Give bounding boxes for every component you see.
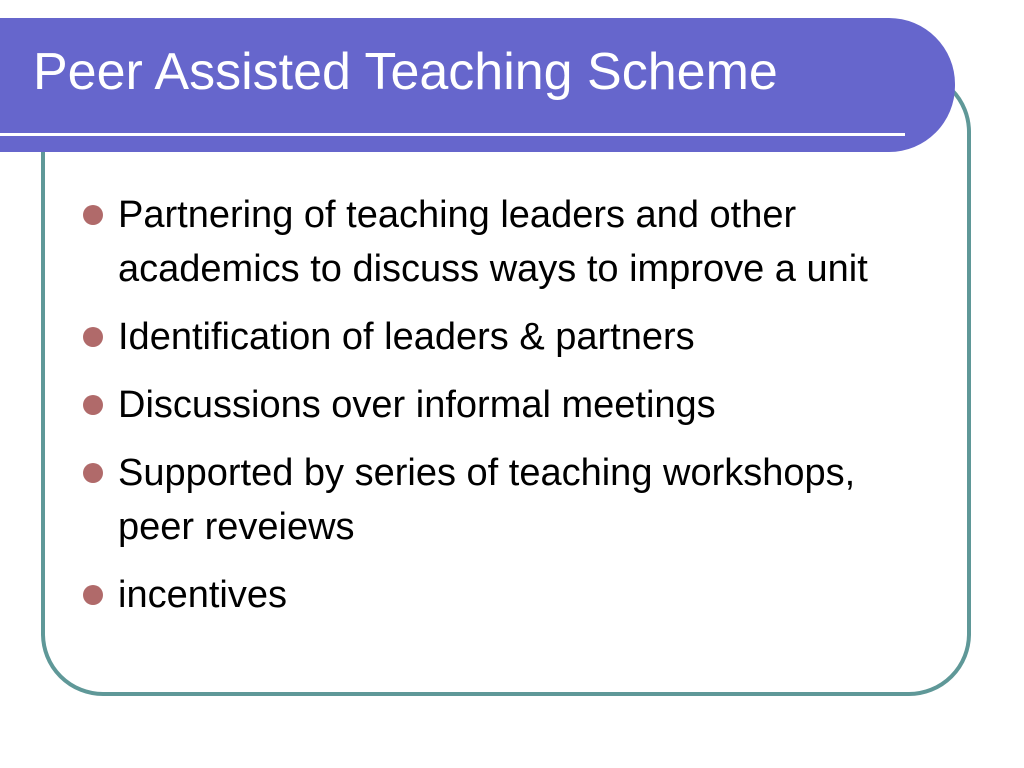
bullet-dot-icon	[83, 395, 103, 415]
bullet-dot-icon	[83, 327, 103, 347]
bullet-item	[81, 188, 941, 296]
bullet-text: Supported by series of teaching workshops, peer reveiews	[118, 452, 856, 548]
slide-title: Peer Assisted Teaching Scheme	[33, 43, 778, 101]
bullet-dot-icon	[83, 205, 103, 225]
bullet-dot-icon	[83, 585, 103, 605]
bullet-item	[81, 378, 941, 432]
bullet-list	[81, 188, 941, 636]
bullet-text: Identification of leaders & partners	[118, 316, 695, 358]
bullet-item	[81, 568, 941, 622]
bullet-text: incentives	[118, 574, 287, 616]
bullet-text: Discussions over informal meetings	[118, 384, 716, 426]
bullet-dot-icon	[83, 463, 103, 483]
bullet-item	[81, 446, 941, 554]
bullet-text: Partnering of teaching leaders and other academics to discuss ways to improve a unit	[118, 194, 868, 290]
bullet-item	[81, 310, 941, 364]
title-underline	[0, 133, 905, 136]
